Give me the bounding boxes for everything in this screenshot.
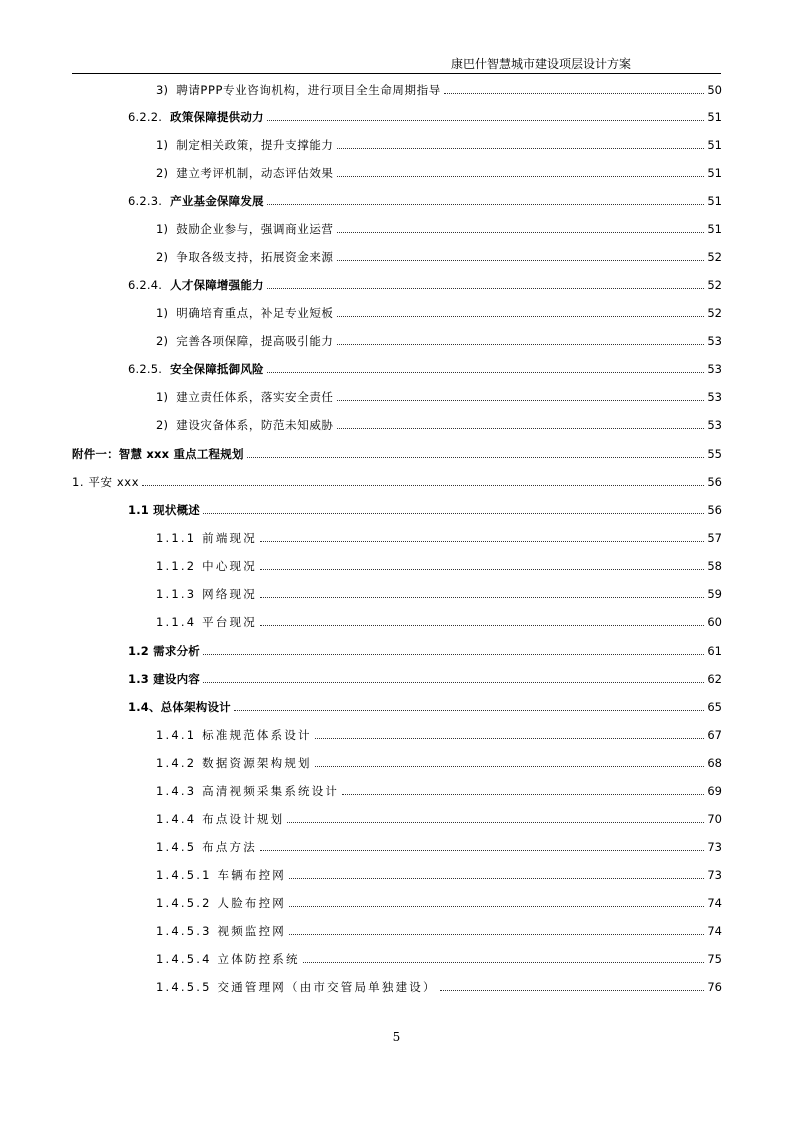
toc-entry-title: 1.1.3 网络现况 <box>156 587 257 601</box>
toc-entry-page: 73 <box>707 868 722 882</box>
toc-entry-number: 1) <box>156 306 169 320</box>
toc-dot-leader <box>315 766 705 767</box>
toc-entry-title: 附件一：智慧 xxx 重点工程规划 <box>72 447 244 461</box>
toc-entry[interactable] <box>128 276 722 294</box>
toc-dot-leader <box>142 485 704 486</box>
toc-entry-page: 52 <box>707 250 722 264</box>
toc-entry-title: 1. 平安 xxx <box>72 475 140 489</box>
toc-entry-page: 53 <box>707 390 722 404</box>
toc-dot-leader <box>260 625 704 626</box>
toc-entry[interactable] <box>128 670 722 688</box>
toc-entry-title: 1.1 现状概述 <box>128 503 200 517</box>
toc-entry-title: 建立考评机制，动态评估效果 <box>176 166 334 180</box>
toc-entry-page: 51 <box>707 138 722 152</box>
toc-dot-leader <box>342 794 704 795</box>
toc-dot-leader <box>234 710 704 711</box>
toc-entry-page: 55 <box>707 447 722 461</box>
toc-entry-page: 51 <box>707 222 722 236</box>
toc-entry-page: 74 <box>707 896 722 910</box>
toc-entry[interactable] <box>156 529 722 547</box>
toc-entry[interactable] <box>156 388 722 406</box>
toc-entry[interactable] <box>156 726 722 744</box>
toc-entry[interactable] <box>156 164 722 182</box>
toc-dot-leader <box>260 850 704 851</box>
toc-entry-page: 56 <box>707 475 722 489</box>
toc-entry-number: 6.2.5. <box>128 362 163 376</box>
toc-dot-leader <box>289 906 704 907</box>
toc-entry[interactable] <box>156 978 722 996</box>
toc-dot-leader <box>337 428 705 429</box>
toc-dot-leader <box>260 597 704 598</box>
toc-dot-leader <box>203 682 704 683</box>
toc-dot-leader <box>287 822 704 823</box>
toc-entry[interactable] <box>156 332 722 350</box>
toc-entry-page: 57 <box>707 531 722 545</box>
toc-entry-page: 51 <box>707 194 722 208</box>
toc-entry-title: 1.4.5 布点方法 <box>156 840 257 854</box>
toc-entry[interactable] <box>156 81 722 99</box>
toc-entry[interactable] <box>156 136 722 154</box>
toc-entry[interactable] <box>156 585 722 603</box>
toc-entry-page: 53 <box>707 362 722 376</box>
toc-entry-title: 完善各项保障，提高吸引能力 <box>176 334 334 348</box>
toc-entry-page: 61 <box>707 644 722 658</box>
toc-dot-leader <box>289 934 704 935</box>
toc-entry-title: 1.2 需求分析 <box>128 644 200 658</box>
toc-entry-number: 2) <box>156 166 169 180</box>
toc-entry-page: 52 <box>707 278 722 292</box>
toc-entry[interactable] <box>156 754 722 772</box>
toc-entry[interactable] <box>156 838 722 856</box>
toc-entry-page: 65 <box>707 700 722 714</box>
toc-entry-title: 争取各级支持，拓展资金来源 <box>176 250 334 264</box>
toc-entry-number: 3) <box>156 83 169 97</box>
toc-dot-leader <box>337 148 705 149</box>
toc-dot-leader <box>267 120 705 121</box>
toc-entry-page: 56 <box>707 503 722 517</box>
toc-entry[interactable] <box>128 501 722 519</box>
toc-dot-leader <box>289 878 704 879</box>
toc-entry[interactable] <box>156 613 722 631</box>
toc-entry-page: 53 <box>707 334 722 348</box>
toc-entry[interactable] <box>72 445 722 463</box>
toc-entry-title: 政策保障提供动力 <box>170 110 264 124</box>
toc-entry-title: 1.4.2 数据资源架构规划 <box>156 756 312 770</box>
toc-entry-title: 1.4、总体架构设计 <box>128 700 231 714</box>
toc-entry[interactable] <box>128 360 722 378</box>
toc-entry-title: 1.3 建设内容 <box>128 672 200 686</box>
toc-entry[interactable] <box>128 698 722 716</box>
toc-dot-leader <box>337 260 705 261</box>
toc-entry[interactable] <box>156 866 722 884</box>
toc-dot-leader <box>267 288 705 289</box>
toc-entry-page: 75 <box>707 952 722 966</box>
toc-entry-title: 1.1.2 中心现况 <box>156 559 257 573</box>
toc-entry-title: 1.1.1 前端现况 <box>156 531 257 545</box>
toc-dot-leader <box>247 457 705 458</box>
toc-entry-title: 1.4.5.2 人脸布控网 <box>156 896 286 910</box>
toc-entry-title: 制定相关政策，提升支撑能力 <box>176 138 334 152</box>
toc-entry-page: 69 <box>707 784 722 798</box>
toc-entry[interactable] <box>156 248 722 266</box>
toc-entry-page: 52 <box>707 306 722 320</box>
toc-entry-page: 74 <box>707 924 722 938</box>
toc-dot-leader <box>440 990 705 991</box>
toc-entry-title: 1.4.5.4 立体防控系统 <box>156 952 300 966</box>
toc-entry-number: 6.2.3. <box>128 194 163 208</box>
toc-dot-leader <box>267 372 705 373</box>
toc-entry-number: 6.2.4. <box>128 278 163 292</box>
toc-dot-leader <box>337 176 705 177</box>
toc-dot-leader <box>337 400 705 401</box>
toc-entry-title: 安全保障抵御风险 <box>170 362 264 376</box>
toc-entry-page: 60 <box>707 615 722 629</box>
toc-entry-title: 人才保障增强能力 <box>170 278 264 292</box>
toc-entry-page: 67 <box>707 728 722 742</box>
toc-dot-leader <box>337 232 705 233</box>
toc-entry-number: 1) <box>156 222 169 236</box>
toc-entry-page: 62 <box>707 672 722 686</box>
toc-entry-title: 产业基金保障发展 <box>170 194 264 208</box>
toc-entry-number: 2) <box>156 418 169 432</box>
toc-entry-page: 70 <box>707 812 722 826</box>
toc-entry[interactable] <box>156 220 722 238</box>
toc-entry-title: 1.4.4 布点设计规划 <box>156 812 285 826</box>
toc-dot-leader <box>203 513 704 514</box>
toc-entry-page: 51 <box>707 110 722 124</box>
toc-entry-title: 1.4.5.3 视频监控网 <box>156 924 286 938</box>
toc-entry-page: 50 <box>707 83 722 97</box>
toc-entry[interactable] <box>128 192 722 210</box>
toc-entry-title: 明确培育重点，补足专业短板 <box>176 306 334 320</box>
toc-entry-title: 1.4.5.5 交通管理网（由市交管局单独建设） <box>156 980 437 994</box>
toc-entry-page: 68 <box>707 756 722 770</box>
toc-entry[interactable] <box>156 922 722 940</box>
header-rule <box>72 73 721 74</box>
toc-dot-leader <box>203 654 704 655</box>
toc-entry-page: 73 <box>707 840 722 854</box>
toc-dot-leader <box>260 541 704 542</box>
toc-entry[interactable] <box>128 108 722 126</box>
toc-entry[interactable] <box>156 416 722 434</box>
toc-entry-page: 51 <box>707 166 722 180</box>
toc-entry-number: 2) <box>156 250 169 264</box>
toc-entry[interactable] <box>156 304 722 322</box>
toc-dot-leader <box>315 738 705 739</box>
toc-entry[interactable] <box>156 810 722 828</box>
toc-dot-leader <box>337 316 705 317</box>
toc-entry-page: 59 <box>707 587 722 601</box>
toc-entry-page: 76 <box>707 980 722 994</box>
page-number: 5 <box>392 1030 401 1044</box>
toc-entry-number: 1) <box>156 138 169 152</box>
toc-dot-leader <box>337 344 705 345</box>
toc-entry-title: 1.1.4 平台现况 <box>156 615 257 629</box>
toc-entry[interactable] <box>128 642 722 660</box>
toc-entry-title: 建立责任体系，落实安全责任 <box>176 390 334 404</box>
toc-entry[interactable] <box>156 894 722 912</box>
toc-entry[interactable] <box>156 950 722 968</box>
toc-dot-leader <box>260 569 704 570</box>
toc-entry-title: 建设灾备体系，防范未知威胁 <box>176 418 334 432</box>
toc-entry-page: 53 <box>707 418 722 432</box>
toc-entry-number: 2) <box>156 334 169 348</box>
running-header-title: 康巴什智慧城市建设项层设计方案 <box>450 57 631 71</box>
toc-dot-leader <box>303 962 705 963</box>
toc-entry[interactable] <box>156 557 722 575</box>
toc-dot-leader <box>267 204 705 205</box>
toc-entry-title: 1.4.5.1 车辆布控网 <box>156 868 286 882</box>
toc-entry[interactable] <box>156 782 722 800</box>
toc-entry[interactable] <box>72 473 722 491</box>
toc-dot-leader <box>444 93 705 94</box>
toc-entry-number: 6.2.2. <box>128 110 163 124</box>
toc-entry-title: 鼓励企业参与，强调商业运营 <box>176 222 334 236</box>
toc-entry-number: 1) <box>156 390 169 404</box>
toc-entry-page: 58 <box>707 559 722 573</box>
toc-entry-title: 聘请PPP专业咨询机构，进行项目全生命周期指导 <box>176 83 441 97</box>
toc-entry-title: 1.4.1 标准规范体系设计 <box>156 728 312 742</box>
toc-entry-title: 1.4.3 高清视频采集系统设计 <box>156 784 340 798</box>
